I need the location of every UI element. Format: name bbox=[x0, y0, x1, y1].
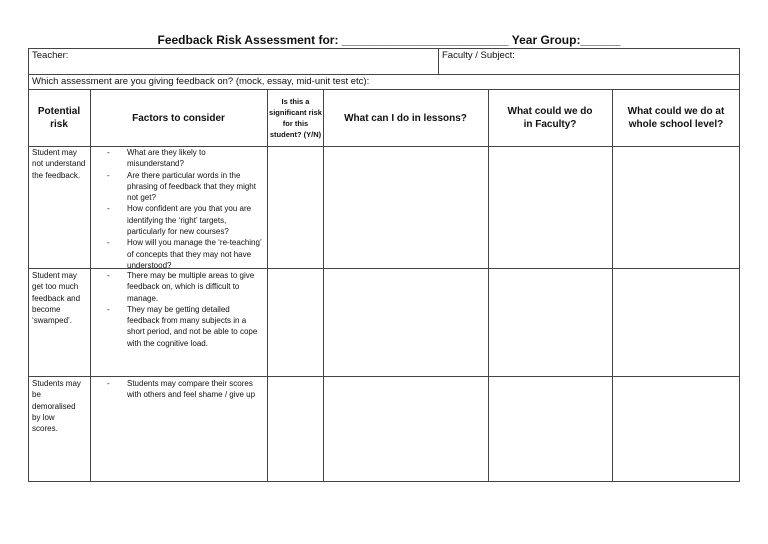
factor-item: - How will you manage the ‘re-teaching’ of concepts that they may not have understood? bbox=[107, 238, 262, 270]
factor-text: How will you manage the ‘re-teaching’ of concepts that they may not have understood? bbox=[127, 238, 262, 270]
divider bbox=[612, 89, 613, 482]
risk-cell: Students may be demoralised by low scores. bbox=[32, 379, 81, 434]
factor-item: - There may be multiple areas to give feedback on, which is difficult to manage. bbox=[107, 271, 255, 303]
factor-text: What are they likely to misunderstand? bbox=[127, 148, 206, 169]
factor-text: Students may compare their scores with others and feel shame / give up bbox=[127, 379, 256, 400]
factors-list bbox=[107, 147, 262, 271]
assessment-field[interactable]: Which assessment are you giving feedback on? (mock, essay, mid-unit test etc): bbox=[32, 76, 370, 87]
divider bbox=[28, 376, 740, 377]
factors-list bbox=[107, 270, 262, 349]
risk-cell: Student may not understand the feedback. bbox=[32, 148, 86, 180]
factor-item: - What are they likely to misunderstand? bbox=[107, 148, 206, 169]
factor-item: - Students may compare their scores with others and feel shame / give up bbox=[107, 379, 256, 400]
factor-text: There may be multiple areas to give feedback on, which is difficult to manage. bbox=[127, 271, 255, 303]
factor-text: How confident are you that you are identifying the ‘right’ targets, particularly for new courses? bbox=[127, 204, 252, 237]
factor-item: - They may be getting detailed feedback from many subjects in a short period, and not be able to cope with the cognitive load. bbox=[107, 304, 258, 348]
faculty-field[interactable]: Faculty / Subject: bbox=[442, 50, 515, 61]
header-significant: Is this a significant risk for this student? (Y/N) bbox=[269, 97, 322, 139]
header-factors: Factors to consider bbox=[132, 112, 225, 124]
header-lessons: What can I do in lessons? bbox=[344, 112, 467, 124]
divider bbox=[28, 74, 740, 75]
factor-text: Are there particular words in the phrasing of feedback that they might not get? bbox=[127, 170, 256, 203]
header-potential-risk: Potential risk bbox=[37, 106, 81, 130]
divider bbox=[90, 89, 91, 482]
header-whole-school: What could we do at whole school level? bbox=[627, 106, 725, 130]
factor-item: - How confident are you that you are identifying the ‘right’ targets, particularly for new courses? bbox=[107, 204, 252, 237]
divider bbox=[323, 89, 324, 482]
header-faculty: What could we do in Faculty? bbox=[507, 106, 593, 130]
factor-text: They may be getting detailed feedback from many subjects in a short period, and not be able to cope with the cognitive load. bbox=[127, 304, 258, 348]
page-title: Feedback Risk Assessment for: _________________________ Year Group:______ bbox=[157, 33, 621, 47]
factors-list bbox=[107, 378, 262, 401]
factor-item: - Are there particular words in the phrasing of feedback that they might not get? bbox=[107, 170, 256, 203]
divider bbox=[267, 89, 268, 482]
teacher-field[interactable]: Teacher: bbox=[32, 50, 69, 61]
divider bbox=[438, 48, 439, 75]
divider bbox=[488, 89, 489, 482]
risk-cell: Student may get too much feedback and become ‘swamped’. bbox=[32, 271, 81, 326]
